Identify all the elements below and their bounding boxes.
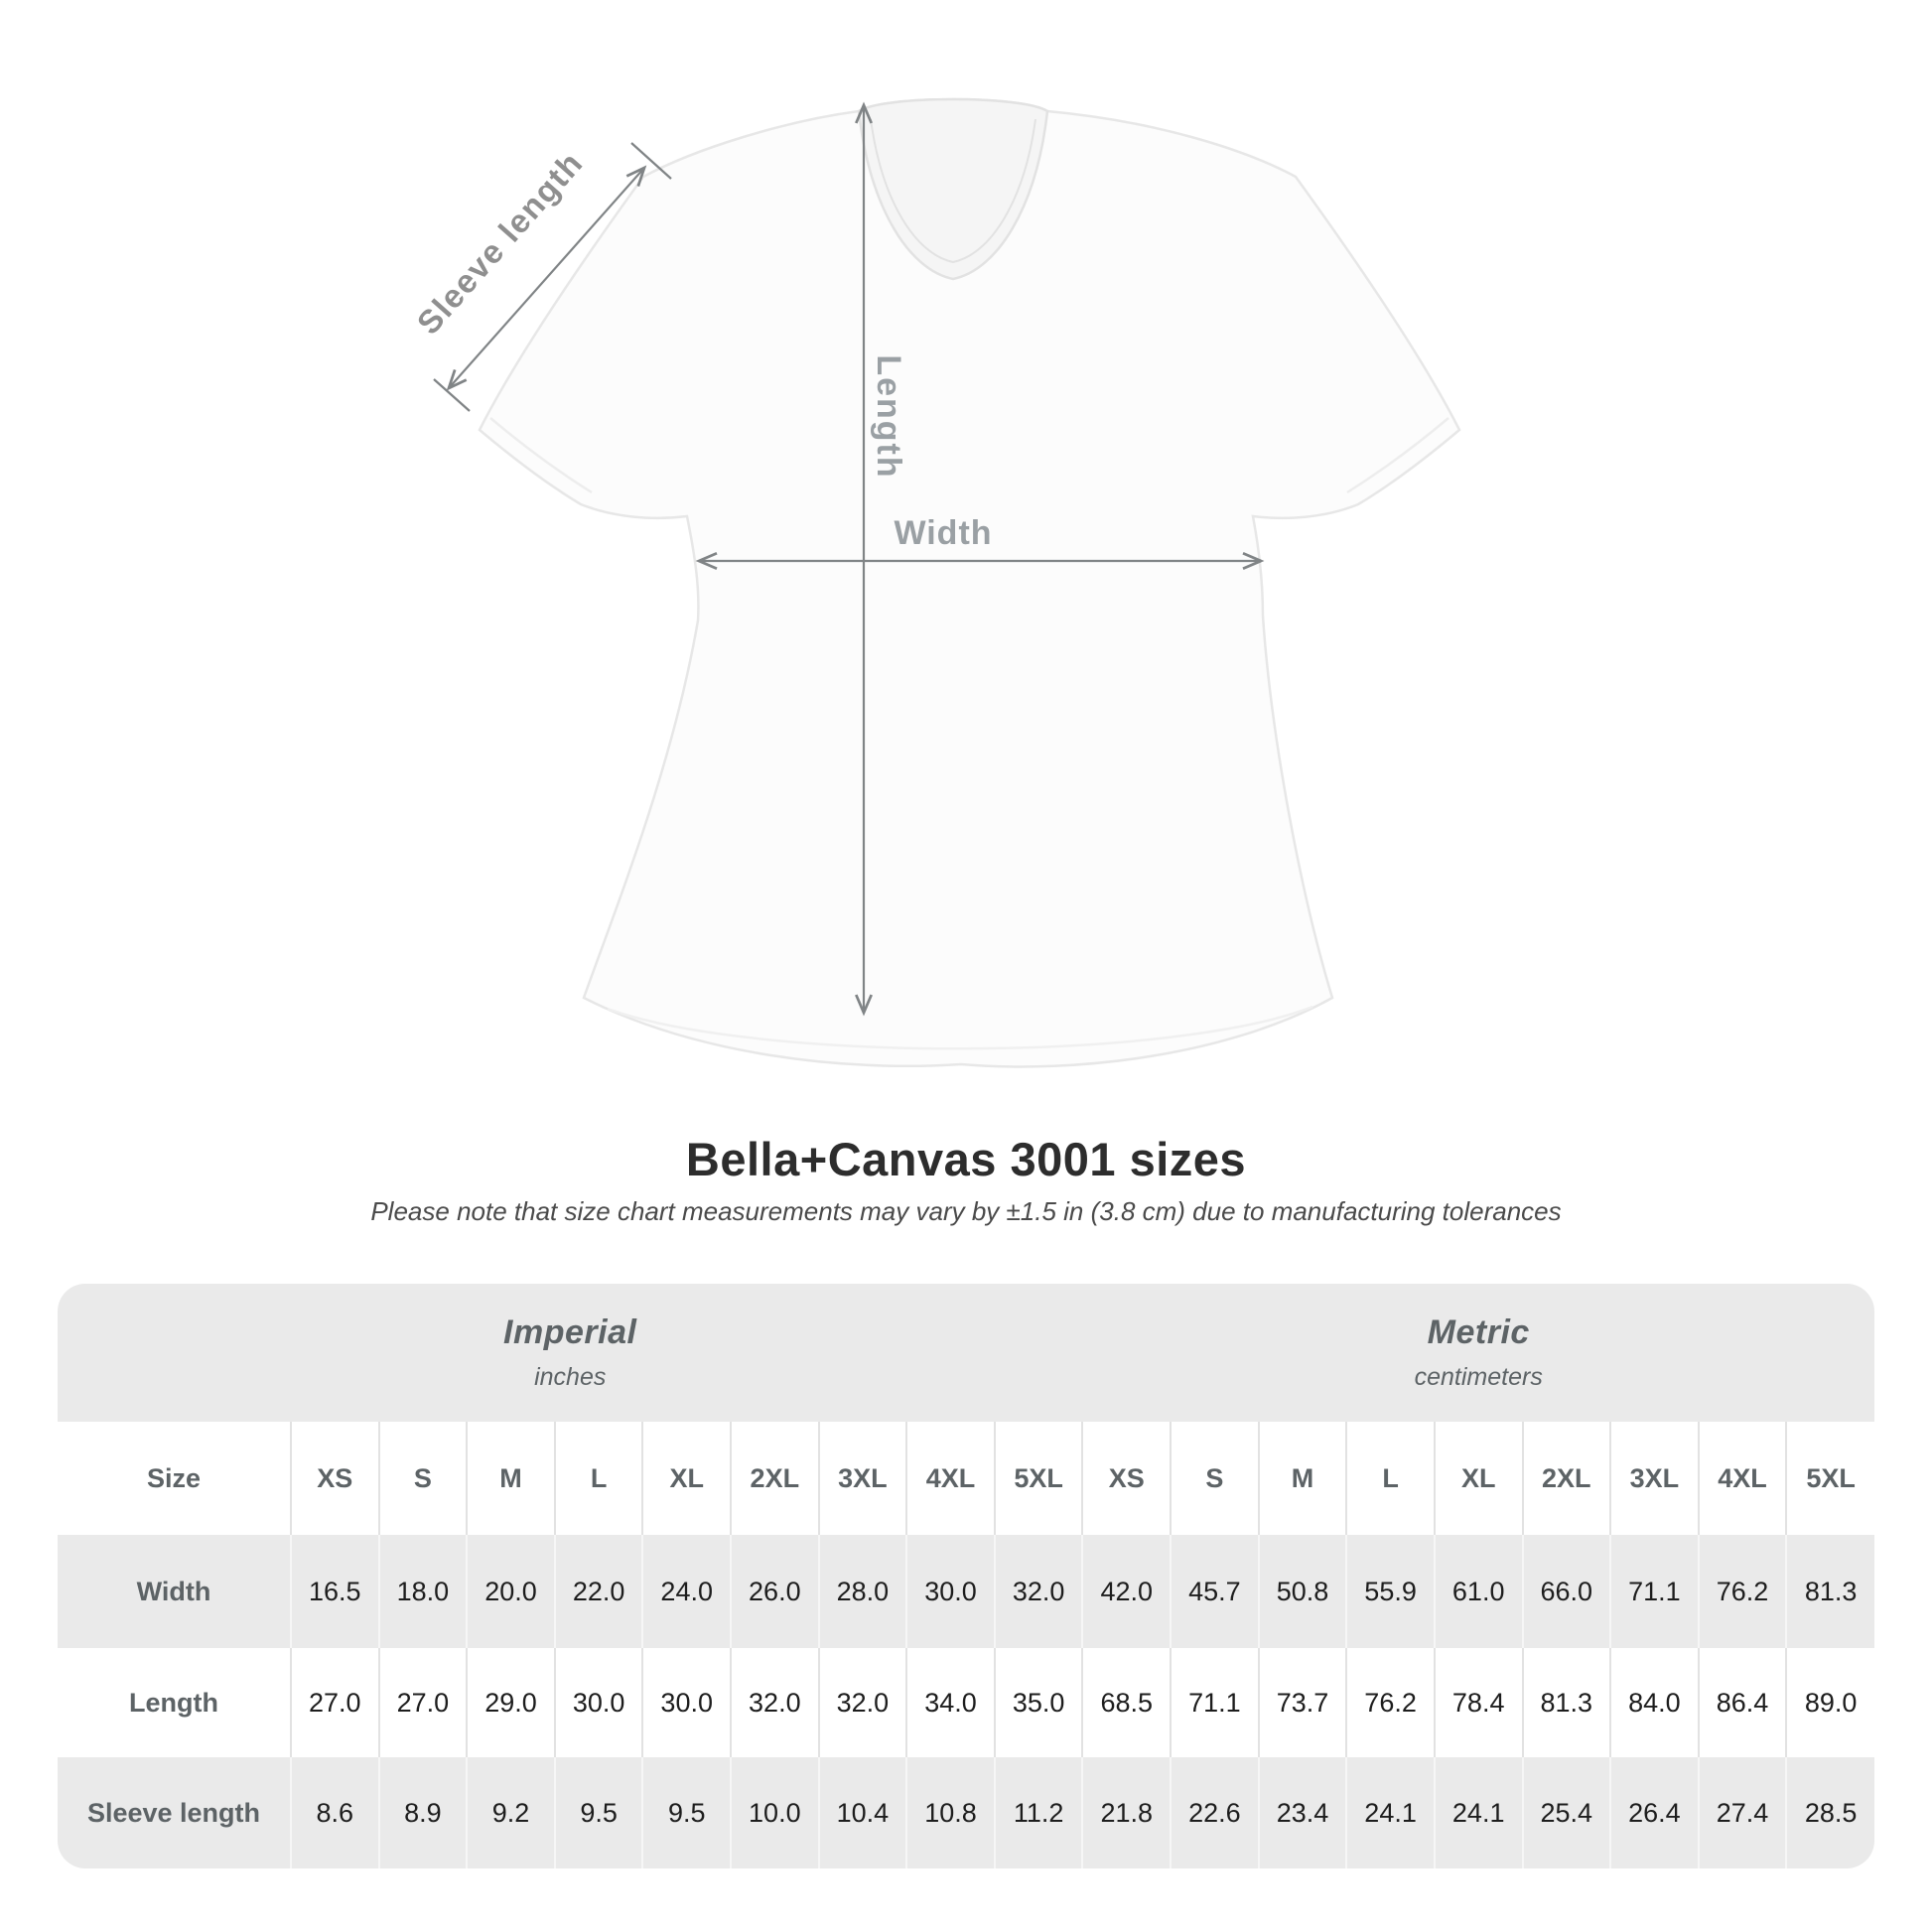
measurement-cell: 78.4 [1435, 1648, 1523, 1757]
measurement-cell: 8.9 [379, 1757, 468, 1868]
measurement-cell: 25.4 [1523, 1757, 1611, 1868]
size-col-header: S [379, 1422, 468, 1535]
measurement-cell: 27.4 [1699, 1757, 1787, 1868]
page-subtitle: Please note that size chart measurements may vary by ±1.5 in (3.8 cm) due to manufacturing tolerances [370, 1196, 1562, 1226]
size-col-header: 4XL [1699, 1422, 1787, 1535]
size-col-header: 2XL [1523, 1422, 1611, 1535]
size-col-header: 2XL [731, 1422, 819, 1535]
measurement-cell: 24.0 [642, 1535, 731, 1648]
measurement-cell: 30.0 [906, 1535, 995, 1648]
size-col-header: XS [1082, 1422, 1171, 1535]
measurement-cell: 11.2 [995, 1757, 1083, 1868]
length-label: Length [870, 354, 907, 480]
size-col-header: M [467, 1422, 555, 1535]
measurement-cell: 66.0 [1523, 1535, 1611, 1648]
measurement-cell: 20.0 [467, 1535, 555, 1648]
size-col-header: 5XL [995, 1422, 1083, 1535]
measurement-cell: 10.8 [906, 1757, 995, 1868]
unit-band-row [58, 1284, 1874, 1422]
size-table [58, 1284, 1874, 1868]
imperial-label: Imperial [503, 1313, 637, 1351]
measurement-cell: 9.5 [642, 1757, 731, 1868]
page-title: Bella+Canvas 3001 sizes [685, 1133, 1247, 1185]
measurement-cell: 28.5 [1786, 1757, 1874, 1868]
size-header-row [58, 1422, 1874, 1535]
size-col-header: 4XL [906, 1422, 995, 1535]
measurement-cell: 16.5 [291, 1535, 379, 1648]
measurement-cell: 73.7 [1259, 1648, 1347, 1757]
size-corner-label: Size [146, 1462, 201, 1493]
measurement-cell: 68.5 [1082, 1648, 1171, 1757]
measurement-cell: 10.0 [731, 1757, 819, 1868]
size-col-header: XL [1435, 1422, 1523, 1535]
measurement-cell: 89.0 [1786, 1648, 1874, 1757]
size-col-header: S [1171, 1422, 1259, 1535]
measurement-cell: 42.0 [1082, 1535, 1171, 1648]
imperial-unit: inches [534, 1363, 607, 1391]
measurement-cell: 24.1 [1346, 1757, 1435, 1868]
size-col-header: 5XL [1786, 1422, 1874, 1535]
size-col-header: L [1346, 1422, 1435, 1535]
measurement-cell: 9.2 [467, 1757, 555, 1868]
measurement-cell: 32.0 [995, 1535, 1083, 1648]
measurement-cell: 22.0 [555, 1535, 643, 1648]
measurement-cell: 26.0 [731, 1535, 819, 1648]
table-row-length [58, 1648, 1874, 1757]
table-row-width [58, 1535, 1874, 1648]
measurement-cell: 30.0 [642, 1648, 731, 1757]
size-col-header: XS [291, 1422, 379, 1535]
measurement-cell: 24.1 [1435, 1757, 1523, 1868]
unit-group-imperial [58, 1284, 1082, 1422]
row-label: Sleeve length [58, 1757, 291, 1868]
sleeve-length-label: Sleeve length [409, 144, 591, 342]
measurement-cell: 26.4 [1610, 1757, 1699, 1868]
measurement-cell: 30.0 [555, 1648, 643, 1757]
measurement-cell: 22.6 [1171, 1757, 1259, 1868]
metric-label: Metric [1427, 1313, 1530, 1351]
measurement-cell: 18.0 [379, 1535, 468, 1648]
measurement-cell: 23.4 [1259, 1757, 1347, 1868]
width-label: Width [894, 514, 993, 552]
measurement-cell: 35.0 [995, 1648, 1083, 1757]
size-col-header: M [1259, 1422, 1347, 1535]
measurement-cell: 76.2 [1346, 1648, 1435, 1757]
measurement-cell: 9.5 [555, 1757, 643, 1868]
measurement-cell: 76.2 [1699, 1535, 1787, 1648]
tshirt-illustration [480, 99, 1459, 1066]
unit-group-metric [1082, 1284, 1874, 1422]
measurement-cell: 84.0 [1610, 1648, 1699, 1757]
measurement-cell: 27.0 [379, 1648, 468, 1757]
measurement-cell: 32.0 [819, 1648, 907, 1757]
measurement-cell: 28.0 [819, 1535, 907, 1648]
size-col-header: 3XL [1610, 1422, 1699, 1535]
measurement-cell: 71.1 [1171, 1648, 1259, 1757]
measurement-cell: 27.0 [291, 1648, 379, 1757]
measurement-cell: 71.1 [1610, 1535, 1699, 1648]
measurement-cell: 45.7 [1171, 1535, 1259, 1648]
measurement-cell: 8.6 [291, 1757, 379, 1868]
measurement-cell: 81.3 [1786, 1535, 1874, 1648]
measurement-cell: 21.8 [1082, 1757, 1171, 1868]
measurement-cell: 61.0 [1435, 1535, 1523, 1648]
size-col-header: 3XL [819, 1422, 907, 1535]
row-label: Width [58, 1535, 291, 1648]
measurement-cell: 34.0 [906, 1648, 995, 1757]
measurement-cell: 50.8 [1259, 1535, 1347, 1648]
table-row-sleeve-length [58, 1757, 1874, 1868]
measurement-cell: 32.0 [731, 1648, 819, 1757]
measurement-cell: 10.4 [819, 1757, 907, 1868]
size-col-header: XL [642, 1422, 731, 1535]
metric-unit: centimeters [1414, 1363, 1543, 1391]
row-label: Length [128, 1687, 218, 1718]
measurement-cell: 81.3 [1523, 1648, 1611, 1757]
size-col-header: L [555, 1422, 643, 1535]
measurement-cell: 55.9 [1346, 1535, 1435, 1648]
measurement-cell: 86.4 [1699, 1648, 1787, 1757]
measurement-cell: 29.0 [467, 1648, 555, 1757]
